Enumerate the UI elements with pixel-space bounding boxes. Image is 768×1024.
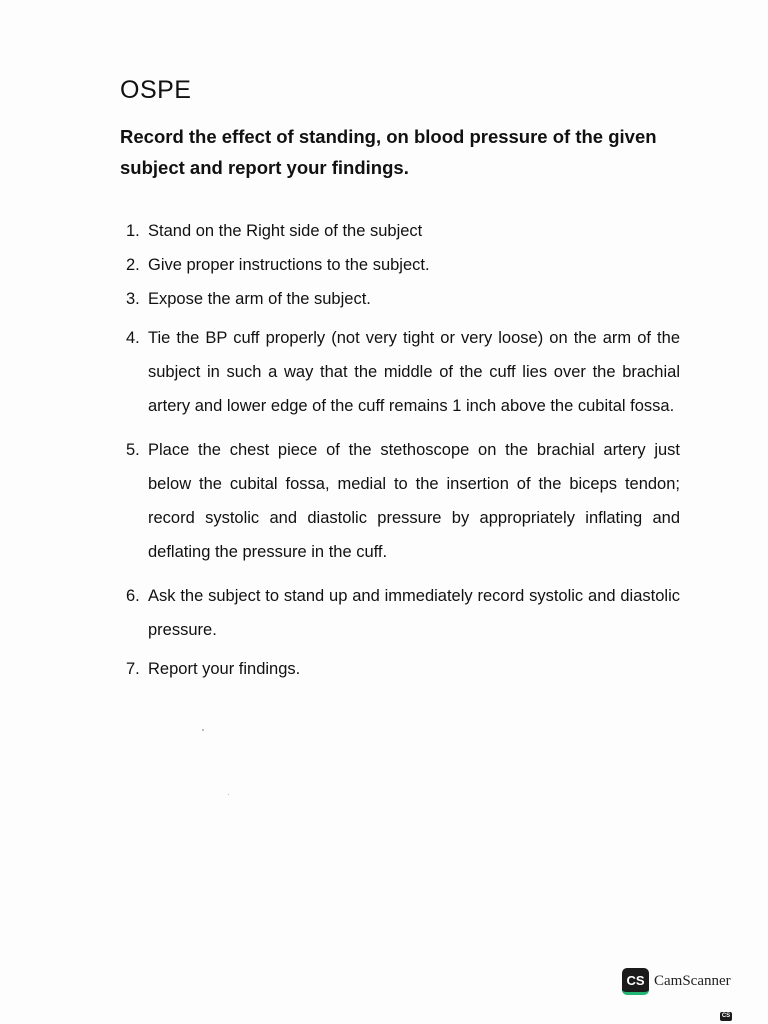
step-text: Stand on the Right side of the subject — [148, 222, 423, 240]
camscanner-logo-icon: CS — [622, 968, 649, 995]
list-item — [126, 219, 680, 243]
step-number: 7. — [126, 660, 140, 678]
question-text: Record the effect of standing, on blood pressure of the given subject and report your findings. — [120, 126, 657, 178]
scan-speck — [228, 794, 229, 795]
step-text: Tie the BP cuff properly (not very tight or very loose) on the arm of the subject in such a way that the middle of the cuff lies over the brachial artery and lower edge of the cuff remains 1 inch above the cubital fossa. — [148, 329, 680, 415]
camscanner-watermark — [622, 968, 731, 995]
step-number: 6. — [126, 587, 140, 605]
list-item — [126, 287, 680, 311]
list-item — [126, 321, 680, 423]
step-text: Report your findings. — [148, 660, 301, 678]
step-number: 4. — [126, 329, 140, 347]
scan-speck — [202, 729, 204, 731]
steps-list — [126, 219, 680, 691]
step-number: 1. — [126, 222, 140, 240]
step-number: 5. — [126, 441, 140, 459]
camscanner-label: CamScanner — [654, 973, 731, 989]
step-text: Expose the arm of the subject. — [148, 290, 371, 308]
step-number: 3. — [126, 290, 140, 308]
list-item — [126, 657, 680, 681]
step-number: 2. — [126, 256, 140, 274]
list-item — [126, 433, 680, 569]
page-heading: OSPE — [120, 76, 192, 104]
camscanner-mini-icon: CS — [721, 1013, 731, 1019]
step-text: Give proper instructions to the subject. — [148, 256, 430, 274]
list-item — [126, 579, 680, 647]
list-item — [126, 253, 680, 277]
step-text: Place the chest piece of the stethoscope on the brachial artery just below the cubital fossa, medial to the insertion of the biceps tendon; record systolic and diastolic pressure by appropriately inflating and deflating the pressure in the cuff. — [148, 441, 680, 561]
step-text: Ask the subject to stand up and immediately record systolic and diastolic pressure. — [148, 587, 680, 639]
